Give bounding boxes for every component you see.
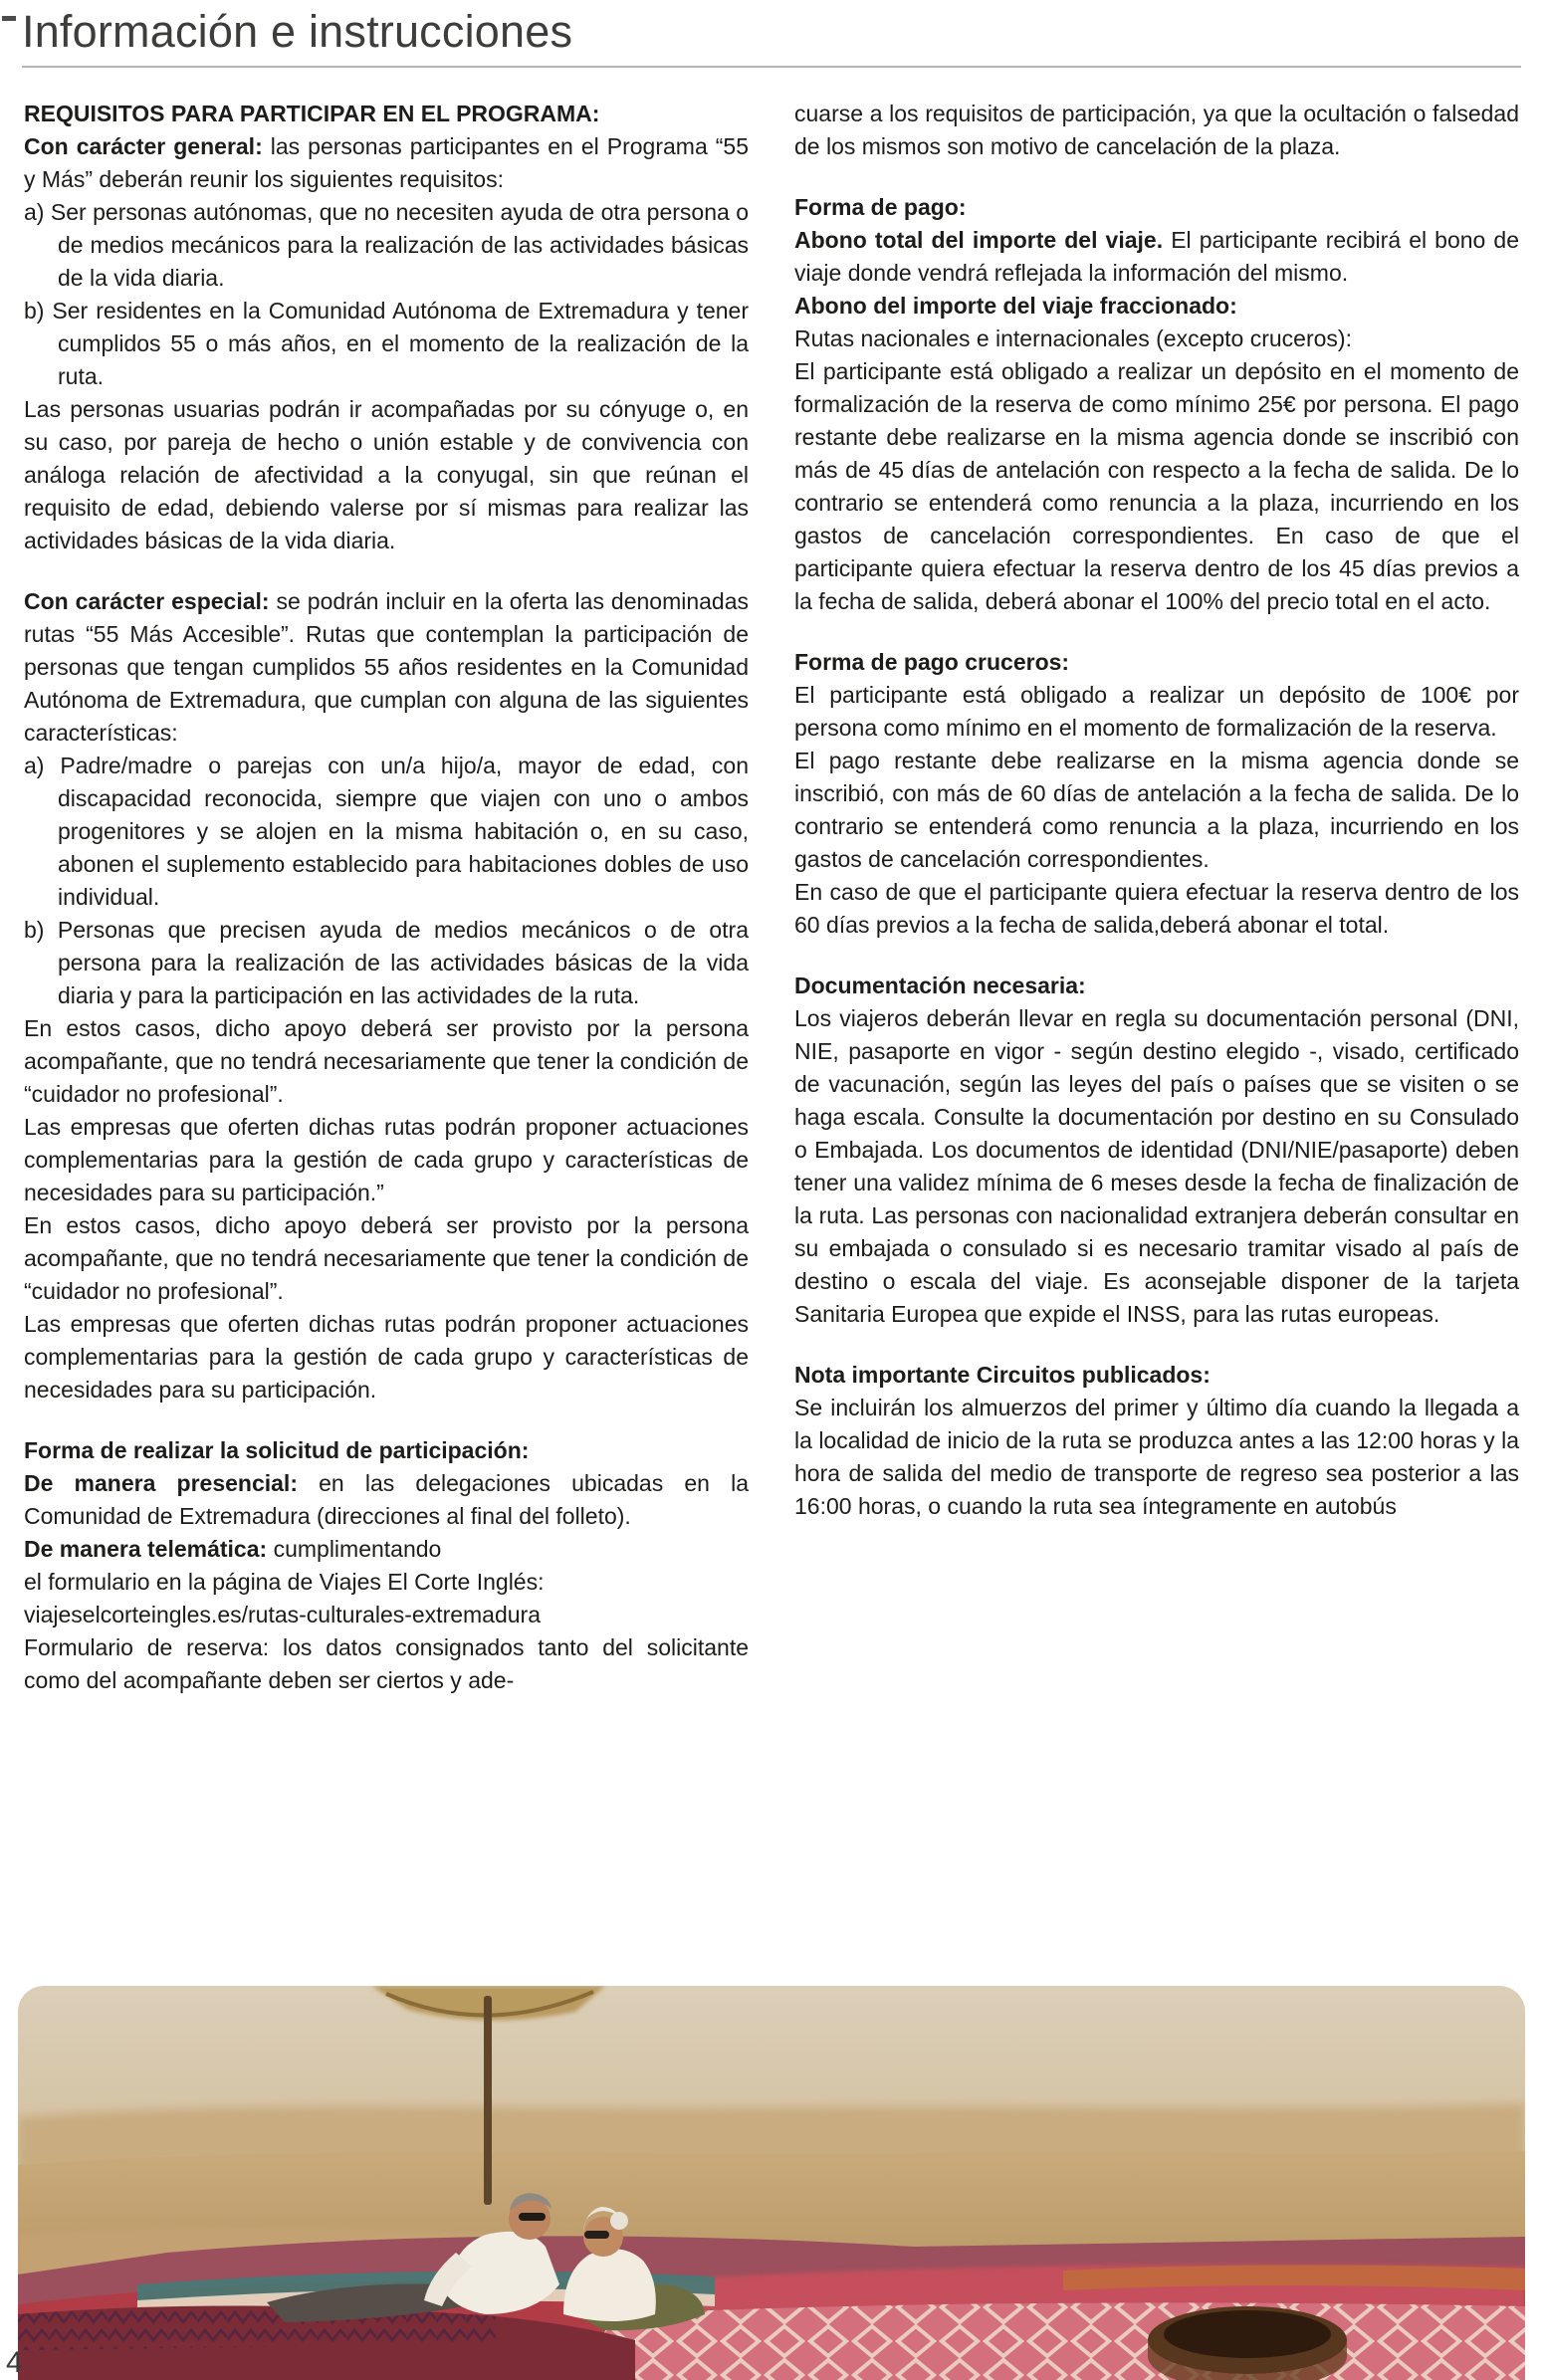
- photo-scene: [18, 1986, 1525, 2380]
- especial-item-b: b) Personas que precisen ayuda de medios mecánicos o de otra persona para la realización de las actividades básicas de la vida diaria y para la participación en las actividades de la ruta.: [24, 917, 749, 1008]
- rutas-nacionales-line: Rutas nacionales e internacionales (excepto cruceros):: [794, 325, 1352, 351]
- cruceros-paragraph-3: En caso de que el participante quiera efectuar la reserva dentro de los 60 días previos a la fecha de salida,deberá abonar el total.: [794, 879, 1519, 938]
- right-column: [794, 98, 1519, 1969]
- reserva-paragraph: Formulario de reserva: los datos consignados tanto del solicitante como del acompañante deben ser ciertos y ade-: [24, 1634, 749, 1693]
- presencial-text: en las delegaciones ubicadas en la Comunidad de Extremadura (direcciones al final del folleto).: [24, 1470, 749, 1529]
- section-documentacion: [794, 970, 1519, 1331]
- page-title: Información e instrucciones: [22, 6, 573, 57]
- telematica-text: cumplimentando: [267, 1536, 442, 1562]
- empresas-paragraph-2: Las empresas que oferten dichas rutas podrán proponer actuaciones complementarias para la gestión de cada grupo y características de necesidades para su participación.: [24, 1311, 749, 1403]
- caracter-especial-text: se podrán incluir en la oferta las denominadas rutas “55 Más Accesible”. Rutas que contemplan la participación de personas que tengan cumplidos 55 años residentes en la Comunidad Autónoma de Extremadura, que cumplan con alguna de las siguientes características:: [24, 588, 750, 746]
- section-nota-importante: [794, 1359, 1519, 1523]
- page-header: [0, 0, 1543, 68]
- documentacion-paragraph: Los viajeros deberán llevar en regla su documentación personal (DNI, NIE, pasaporte en vigor - según destino elegido -, visado, certificado de vacunación, según las leyes del país o países que se visiten o se haga escala. Consulte la documentación por destino en su Consulado o Embajada. Los documentos de identidad (DNI/NIE/pasaporte) deben tener una validez mínima de 6 meses desde la fecha de finalización de la ruta. Las personas con nacionalidad extranjera deberán consultar en su embajada o consulado si es necesario tramitar visado al país de destino o escala del viaje. Es aconsejable disponer de la tarjeta Sanitaria Europea que expide el INSS, para las rutas europeas.: [794, 1005, 1519, 1327]
- requisito-item-b: b) Ser residentes en la Comunidad Autónoma de Extremadura y tener cumplidos 55 o más años, en el momento de la realización de la ruta.: [24, 298, 749, 389]
- telematica-paragraph: [24, 1533, 749, 1566]
- section-solicitud: [24, 1434, 749, 1697]
- apoyo-paragraph-1: En estos casos, dicho apoyo deberá ser provisto por la persona acompañante, que no tendrá necesariamente que tener la condición de “cuidador no profesional”.: [24, 1015, 749, 1107]
- section-requisitos: [24, 98, 749, 557]
- caracter-general-lead: Con carácter general:: [24, 133, 263, 159]
- requisito-item-a: a) Ser personas autónomas, que no necesiten ayuda de otra persona o de medios mecánicos para la realización de las actividades básicas de la vida diaria.: [24, 199, 749, 291]
- nota-paragraph: Se incluirán los almuerzos del primer y último día cuando la llegada a la localidad de inicio de la ruta se produzca antes a las 12:00 horas y la hora de salida del medio de transporte de regreso sea posterior a las 16:00 horas, o cuando la ruta sea íntegramente en autobús: [794, 1395, 1519, 1519]
- apoyo-paragraph-2: En estos casos, dicho apoyo deberá ser provisto por la persona acompañante, que no tendrá necesariamente que tener la condición de “cuidador no profesional”.: [24, 1212, 749, 1304]
- website-url[interactable]: viajeselcorteingles.es/rutas-culturales-extremadura: [24, 1602, 542, 1627]
- margin-mark: [2, 16, 16, 21]
- telematica-lead: De manera telemática:: [24, 1536, 268, 1562]
- formulario-line: el formulario en la página de Viajes El Corte Inglés:: [24, 1569, 545, 1595]
- empresas-paragraph-1: Las empresas que oferten dichas rutas podrán proponer actuaciones complementarias para la gestión de cada grupo y características de necesidades para su participación.”: [24, 1114, 749, 1205]
- photo-woman-hair-bun: [610, 2212, 628, 2230]
- abono-total-paragraph: [794, 224, 1519, 290]
- continuation-paragraph: cuarse a los requisitos de participación, ya que la ocultación o falsedad de los mismos son motivo de cancelación de la plaza.: [794, 101, 1519, 159]
- hero-photo: [18, 1986, 1525, 2380]
- documentacion-heading: Documentación necesaria:: [794, 973, 1086, 998]
- photo-bowl: [1148, 2306, 1347, 2380]
- forma-pago-heading: Forma de pago:: [794, 194, 967, 220]
- presencial-paragraph: [24, 1467, 749, 1533]
- especial-item-a: a) Padre/madre o parejas con un/a hijo/a, mayor de edad, con discapacidad reconocida, siempre que viajen con uno o ambos progenitores y se alojen en la misma habitación o, en su caso, abonen el suplemento establecido para habitaciones dobles de uso individual.: [24, 753, 749, 910]
- fraccionado-heading: Abono del importe del viaje fraccionado:: [794, 293, 1237, 319]
- solicitud-heading: Forma de realizar la solicitud de participación:: [24, 1437, 530, 1463]
- caracter-especial-paragraph: [24, 585, 749, 750]
- section-caracter-especial: [24, 585, 749, 1406]
- caracter-especial-lead: Con carácter especial:: [24, 588, 270, 614]
- cruceros-paragraph-2: El pago restante debe realizarse en la misma agencia donde se inscribió, con más de 60 días de antelación a la fecha de salida. De lo contrario se entenderá como renuncia a la plaza, incurriendo en los gastos de cancelación correspondientes.: [794, 748, 1519, 872]
- deposito-paragraph: El participante está obligado a realizar un depósito en el momento de formalización de la reserva de como mínimo 25€ por persona. El pago restante debe realizarse en la misma agencia donde se inscribió con más de 45 días de antelación con respecto a la fecha de salida. De lo contrario se entenderá como renuncia a la plaza, incurriendo en los gastos de cancelación correspondientes. En caso de que el participante quiera efectuar la reserva dentro de los 45 días previos a la fecha de salida, deberá abonar el 100% del precio total en el acto.: [794, 358, 1519, 614]
- caracter-general-text: las personas participantes en el Programa “55 y Más” deberán reunir los siguientes requisitos:: [24, 133, 749, 192]
- photo-woman-sunglasses: [584, 2231, 609, 2239]
- section-forma-pago: [794, 191, 1519, 618]
- page-number: 4: [6, 2346, 23, 2379]
- pago-cruceros-heading: Forma de pago cruceros:: [794, 649, 1070, 675]
- nota-heading: Nota importante Circuitos publicados:: [794, 1362, 1211, 1388]
- abono-total-text: El participante recibirá el bono de viaje donde vendrá reflejada la información del mismo.: [794, 227, 1520, 286]
- acompanantes-paragraph: Las personas usuarias podrán ir acompañadas por su cónyuge o, en su caso, por pareja de hecho o unión estable y de convivencia con análoga relación de afectividad a la conyugal, sin que reúnan el requisito de edad, debiendo valerse por sí mismas para realizar las actividades básicas de la vida diaria.: [24, 396, 749, 553]
- content-columns: [0, 68, 1543, 1969]
- section-pago-cruceros: [794, 646, 1519, 942]
- abono-total-lead: Abono total del importe del viaje.: [794, 227, 1164, 253]
- cruceros-paragraph-1: El participante está obligado a realizar un depósito de 100€ por persona como mínimo en el momento de formalización de la reserva.: [794, 682, 1519, 741]
- photo-man-sunglasses: [519, 2213, 546, 2221]
- left-column: [24, 98, 749, 1969]
- requisitos-heading: REQUISITOS PARA PARTICIPAR EN EL PROGRAMA:: [24, 101, 600, 126]
- presencial-lead: De manera presencial:: [24, 1470, 298, 1496]
- caracter-general-paragraph: [24, 130, 749, 196]
